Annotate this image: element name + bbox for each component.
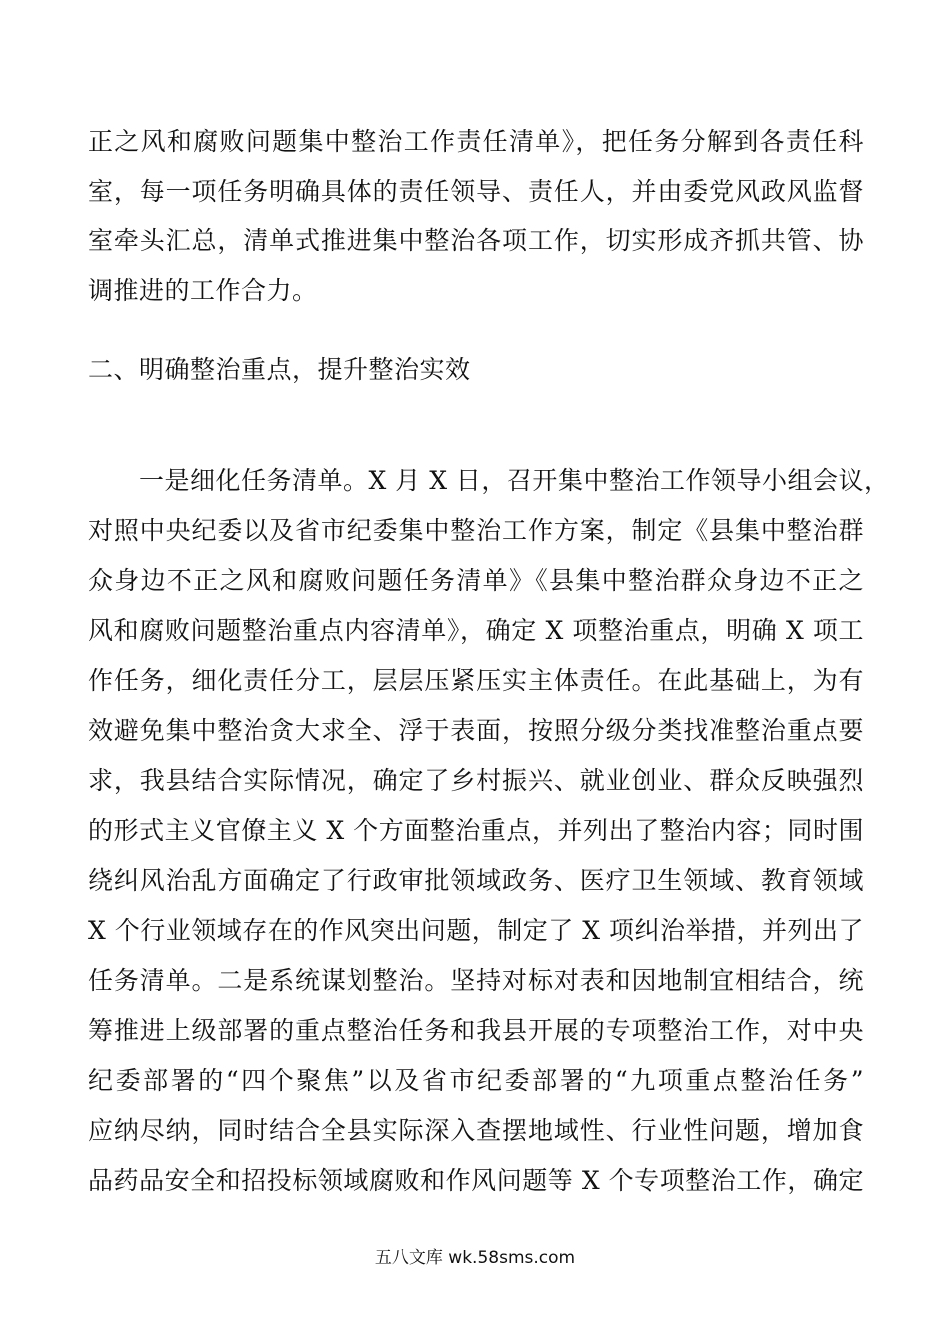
paragraph-1-line-2: 室，每一项任务明确具体的责任领导、责任人，并由委党风政风监督	[88, 177, 864, 206]
paragraph-2-line-8: 的形式主义官僚主义 X 个方面整治重点，并列出了整治内容；同时围	[88, 816, 864, 845]
paragraph-2-line-1: 一是细化任务清单。X 月 X 日，召开集中整治工作领导小组会议，	[88, 466, 890, 495]
paragraph-2-line-15: 品药品安全和招投标领域腐败和作风问题等 X 个专项整治工作，确定	[88, 1166, 864, 1195]
paragraph-2-line-9: 绕纠风治乱方面确定了行政审批领域政务、医疗卫生领域、教育领域	[88, 866, 864, 895]
paragraph-2-line-12: 筹推进上级部署的重点整治任务和我县开展的专项整治工作，对中央	[88, 1016, 864, 1045]
paragraph-2-line-7: 求，我县结合实际情况，确定了乡村振兴、就业创业、群众反映强烈	[88, 766, 864, 795]
paragraph-2-line-4: 风和腐败问题整治重点内容清单》，确定 X 项整治重点，明确 X 项工	[88, 616, 864, 645]
paragraph-2-line-6: 效避免集中整治贪大求全、浮于表面，按照分级分类找准整治重点要	[88, 716, 864, 745]
paragraph-2-line-11: 任务清单。二是系统谋划整治。坚持对标对表和因地制宜相结合，统	[88, 966, 864, 995]
paragraph-2-line-3: 众身边不正之风和腐败问题任务清单》《县集中整治群众身边不正之	[88, 566, 864, 595]
paragraph-2-line-10: X 个行业领域存在的作风突出问题，制定了 X 项纠治举措，并列出了	[88, 916, 864, 945]
paragraph-2-line-14: 应纳尽纳，同时结合全县实际深入查摆地域性、行业性问题，增加食	[88, 1116, 864, 1145]
footer-watermark: 五八文库 wk.58sms.com	[374, 1248, 576, 1268]
paragraph-2-line-13: 纪委部署的“四个聚焦”以及省市纪委部署的“九项重点整治任务”	[88, 1066, 864, 1095]
paragraph-2-line-2: 对照中央纪委以及省市纪委集中整治工作方案，制定《县集中整治群	[88, 516, 864, 545]
section-heading: 二、明确整治重点，提升整治实效	[88, 355, 471, 384]
paragraph-1-line-3: 室牵头汇总，清单式推进集中整治各项工作，切实形成齐抓共管、协	[88, 226, 864, 255]
paragraph-1-line-4: 调推进的工作合力。	[88, 276, 318, 305]
paragraph-2-line-5: 作任务，细化责任分工，层层压紧压实主体责任。在此基础上，为有	[88, 666, 864, 695]
paragraph-1-line-1: 正之风和腐败问题集中整治工作责任清单》，把任务分解到各责任科	[88, 127, 864, 156]
